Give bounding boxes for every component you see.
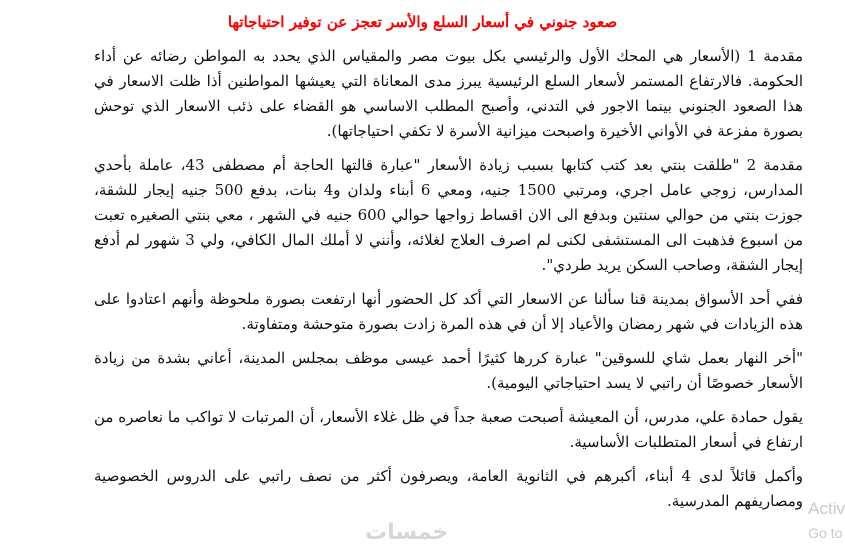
activate-windows-watermark bbox=[808, 497, 845, 545]
paragraph-hamada: يقول حمادة علي، مدرس، أن المعيشة أصبحت صعبة جداً في ظل غلاء الأسعار، أن المرتبات لا تواكب ما نعاصره من ارتفاع في أسعار المتطلبات الأساسية. bbox=[94, 408, 803, 451]
paragraph-closing: وأكمل قائلاً لدى 4 أبناء، أكبرهم في الثانوية العامة، ويصرفون أكثر من نصف راتبي على الدروس الخصوصية ومصاريفهم المدرسية. bbox=[94, 467, 803, 510]
paragraph-intro-2: مقدمة 2 "طلقت بنتي بعد كتب كتابها بسبب زيادة الأسعار "عبارة قالتها الحاجة أم مصطفى 43، عاملة بأحدي المدارس، زوجي عامل اجري، ومرتبي 1500 جنيه، ومعي 6 أبناء ولدان و4 بنات، بدفع 500 جنيه إيجار للشقة، جوزت بنتي من حوالي سنتين وبدفع الى الان اقساط زواجها حوالي 600 جنيه في الشهر ، معي بنتي الصغيره تعبت من اسبوع فذهبت الى المستشفى لكنى لم اصرف العلاج لغلائه، وأنني لا أملك المال الكافي، ولي 3 شهور لم أدفع إيجار الشقة، وصاحب السكن يريد طردي". bbox=[94, 156, 804, 274]
activate-watermark-line2: Go to bbox=[808, 525, 843, 541]
article-body bbox=[94, 44, 803, 523]
paragraph-market: ففي أحد الأسواق بمدينة قنا سألنا عن الاسعار التي أكد كل الحضور أنها ارتفعت بصورة ملحوظة وأنهم اعتادوا على هذه الزيادات في شهر رمضان والأعياد إلا أن في هذه المرة زادت بصورة متوحشة ومتفاوتة. bbox=[94, 290, 803, 333]
paragraph-quote-ahmed: "أخر النهار بعمل شاي للسوقين" عبارة كررها كثيرًا أحمد عيسى موظف بمجلس المدينة، أعاني بشدة من زيادة الأسعار خصوصًا أن راتبي لا يسد احتياجاتي اليومية). bbox=[94, 349, 803, 392]
article-title: صعود جنوني في أسعار السلع والأسر تعجز عن توفير احتياجاتها bbox=[227, 13, 618, 31]
paragraph-intro-1: مقدمة 1 (الأسعار هي المحك الأول والرئيسي بكل بيوت مصر والمقياس الذي يحدد به المواطن رضائه عن أداء الحكومة. فالارتفاع المستمر لأسعار السلع الرئيسية يبرز مدى المعاناة التي يعيشها المواطنين أذا ظلت الاسعار في هذا الصعود الجنوني بينما الاجور في التدني، وأصبح المطلب الاساسي هو القضاء على ذئب الاسعار الذي توحش بصورة مفزعة في الأواني الأخيرة واصبحت ميزانية الأسرة لا تكفي احتياجاتها). bbox=[94, 47, 803, 140]
activate-watermark-line1: Activ bbox=[808, 499, 845, 518]
khamsat-logo: خمسات bbox=[365, 520, 449, 545]
